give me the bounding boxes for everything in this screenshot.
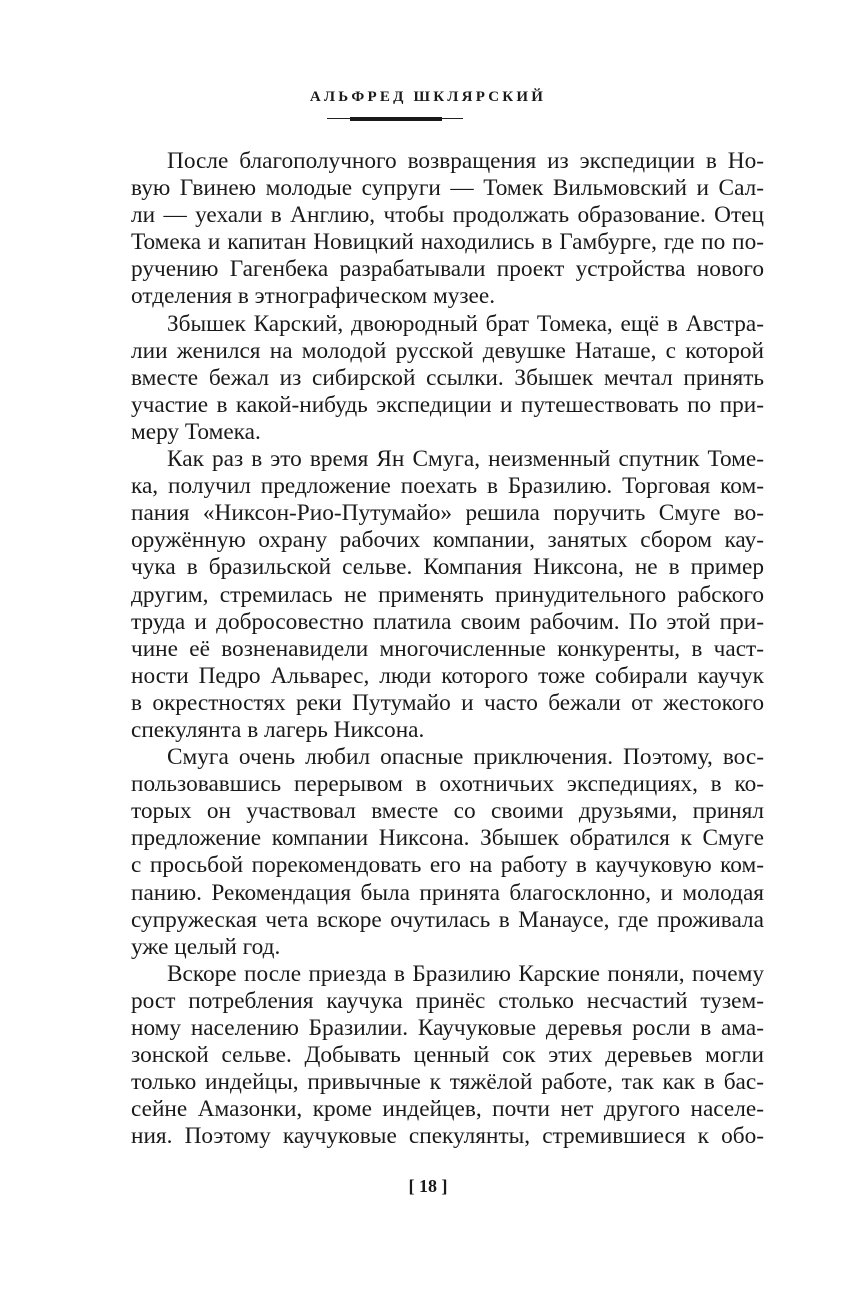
text-line: труда и добросовестно платила своим рабочим. По этой при- [131, 608, 764, 635]
text-line: рост потребления каучука принёс столько несчастий тузем- [131, 987, 764, 1014]
text-line: ручению Гагенбека разрабатывали проект устройства нового [131, 256, 764, 283]
text-line: ному населению Бразилии. Каучуковые деревья росли в ама- [131, 1015, 764, 1041]
text-line: ка, получил предложение поехать в Бразилию. Торговая ком- [131, 473, 764, 500]
text-line: участие в какой-нибудь экспедиции и путешествовать по при- [131, 391, 764, 418]
body-text [131, 148, 764, 1150]
text-line: сейне Амазонки, кроме индейцев, почти нет другого населе- [131, 1096, 764, 1123]
text-line: спекулянта в лагерь Никсона. [131, 716, 425, 743]
text-line: панию. Рекомендация была принята благосклонно, и молодая [131, 879, 764, 906]
text-line: пользовавшись перерывом в охотничьих экспедициях, в ко- [131, 771, 764, 798]
text-line: вместе бежал из сибирской ссылки. Збышек мечтал принять [131, 364, 764, 391]
text-line: Смуга очень любил опасные приключения. Поэтому, вос- [167, 744, 764, 771]
text-line: чука в бразильской сельве. Компания Никсона, не в пример [131, 554, 764, 581]
text-line: предложение компании Никсона. Збышек обратился к Смуге [131, 825, 764, 852]
text-line: отделения в этнографическом музее. [131, 283, 496, 310]
text-line: Вскоре после приезда в Бразилию Карские поняли, почему [167, 960, 764, 987]
text-line: меру Томека. [131, 418, 261, 445]
text-line: другим, стремилась не применять принудительного рабского [131, 581, 764, 608]
text-line: Томека и капитан Новицкий находились в Гамбурге, где по по- [131, 229, 764, 256]
text-line: зонской сельве. Добывать ценный сок этих деревьев могли [131, 1042, 764, 1069]
text-line: После благополучного возвращения из экспедиции в Но- [167, 148, 764, 174]
text-line: с просьбой порекомендовать его на работу в каучуковую ком- [131, 852, 764, 879]
header-rule-accent [350, 117, 442, 121]
text-line: только индейцы, привычные к тяжёлой работе, так как в бас- [131, 1069, 764, 1096]
text-line: оружённую охрану рабочих компании, занятых сбором кау- [131, 527, 764, 554]
text-line: в окрестностях реки Путумайо и часто бежали от жестокого [131, 689, 764, 716]
text-line: пания «Никсон-Рио-Путумайо» решила поручить Смуге во- [131, 500, 764, 527]
text-line: ли — уехали в Англию, чтобы продолжать образование. Отец [131, 202, 764, 229]
page-number: [ 18 ] [408, 1176, 448, 1196]
text-line: торых он участвовал вместе со своими друзьями, принял [131, 798, 764, 825]
text-line: ния. Поэтому каучуковые спекулянты, стремившиеся к обо- [131, 1123, 764, 1150]
text-line: Збышек Карский, двоюродный брат Томека, ещё в Австра- [167, 310, 764, 337]
text-line: ности Педро Альварес, люди которого тоже собирали каучук [131, 662, 764, 689]
text-line: вую Гвинею молодые супруги — Томек Вильмовский и Сал- [131, 175, 764, 202]
running-head-author: АЛЬФРЕД ШКЛЯРСКИЙ [309, 89, 547, 105]
text-line: супружеская чета вскоре очутилась в Манаусе, где проживала [131, 906, 764, 933]
text-line: чине её возненавидели многочисленные конкуренты, в част- [131, 635, 764, 662]
text-line: уже целый год. [131, 933, 281, 960]
text-line: Как раз в это время Ян Смуга, неизменный спутник Томе- [167, 446, 764, 473]
text-line: лии женился на молодой русской девушке Наташе, с которой [131, 337, 764, 364]
